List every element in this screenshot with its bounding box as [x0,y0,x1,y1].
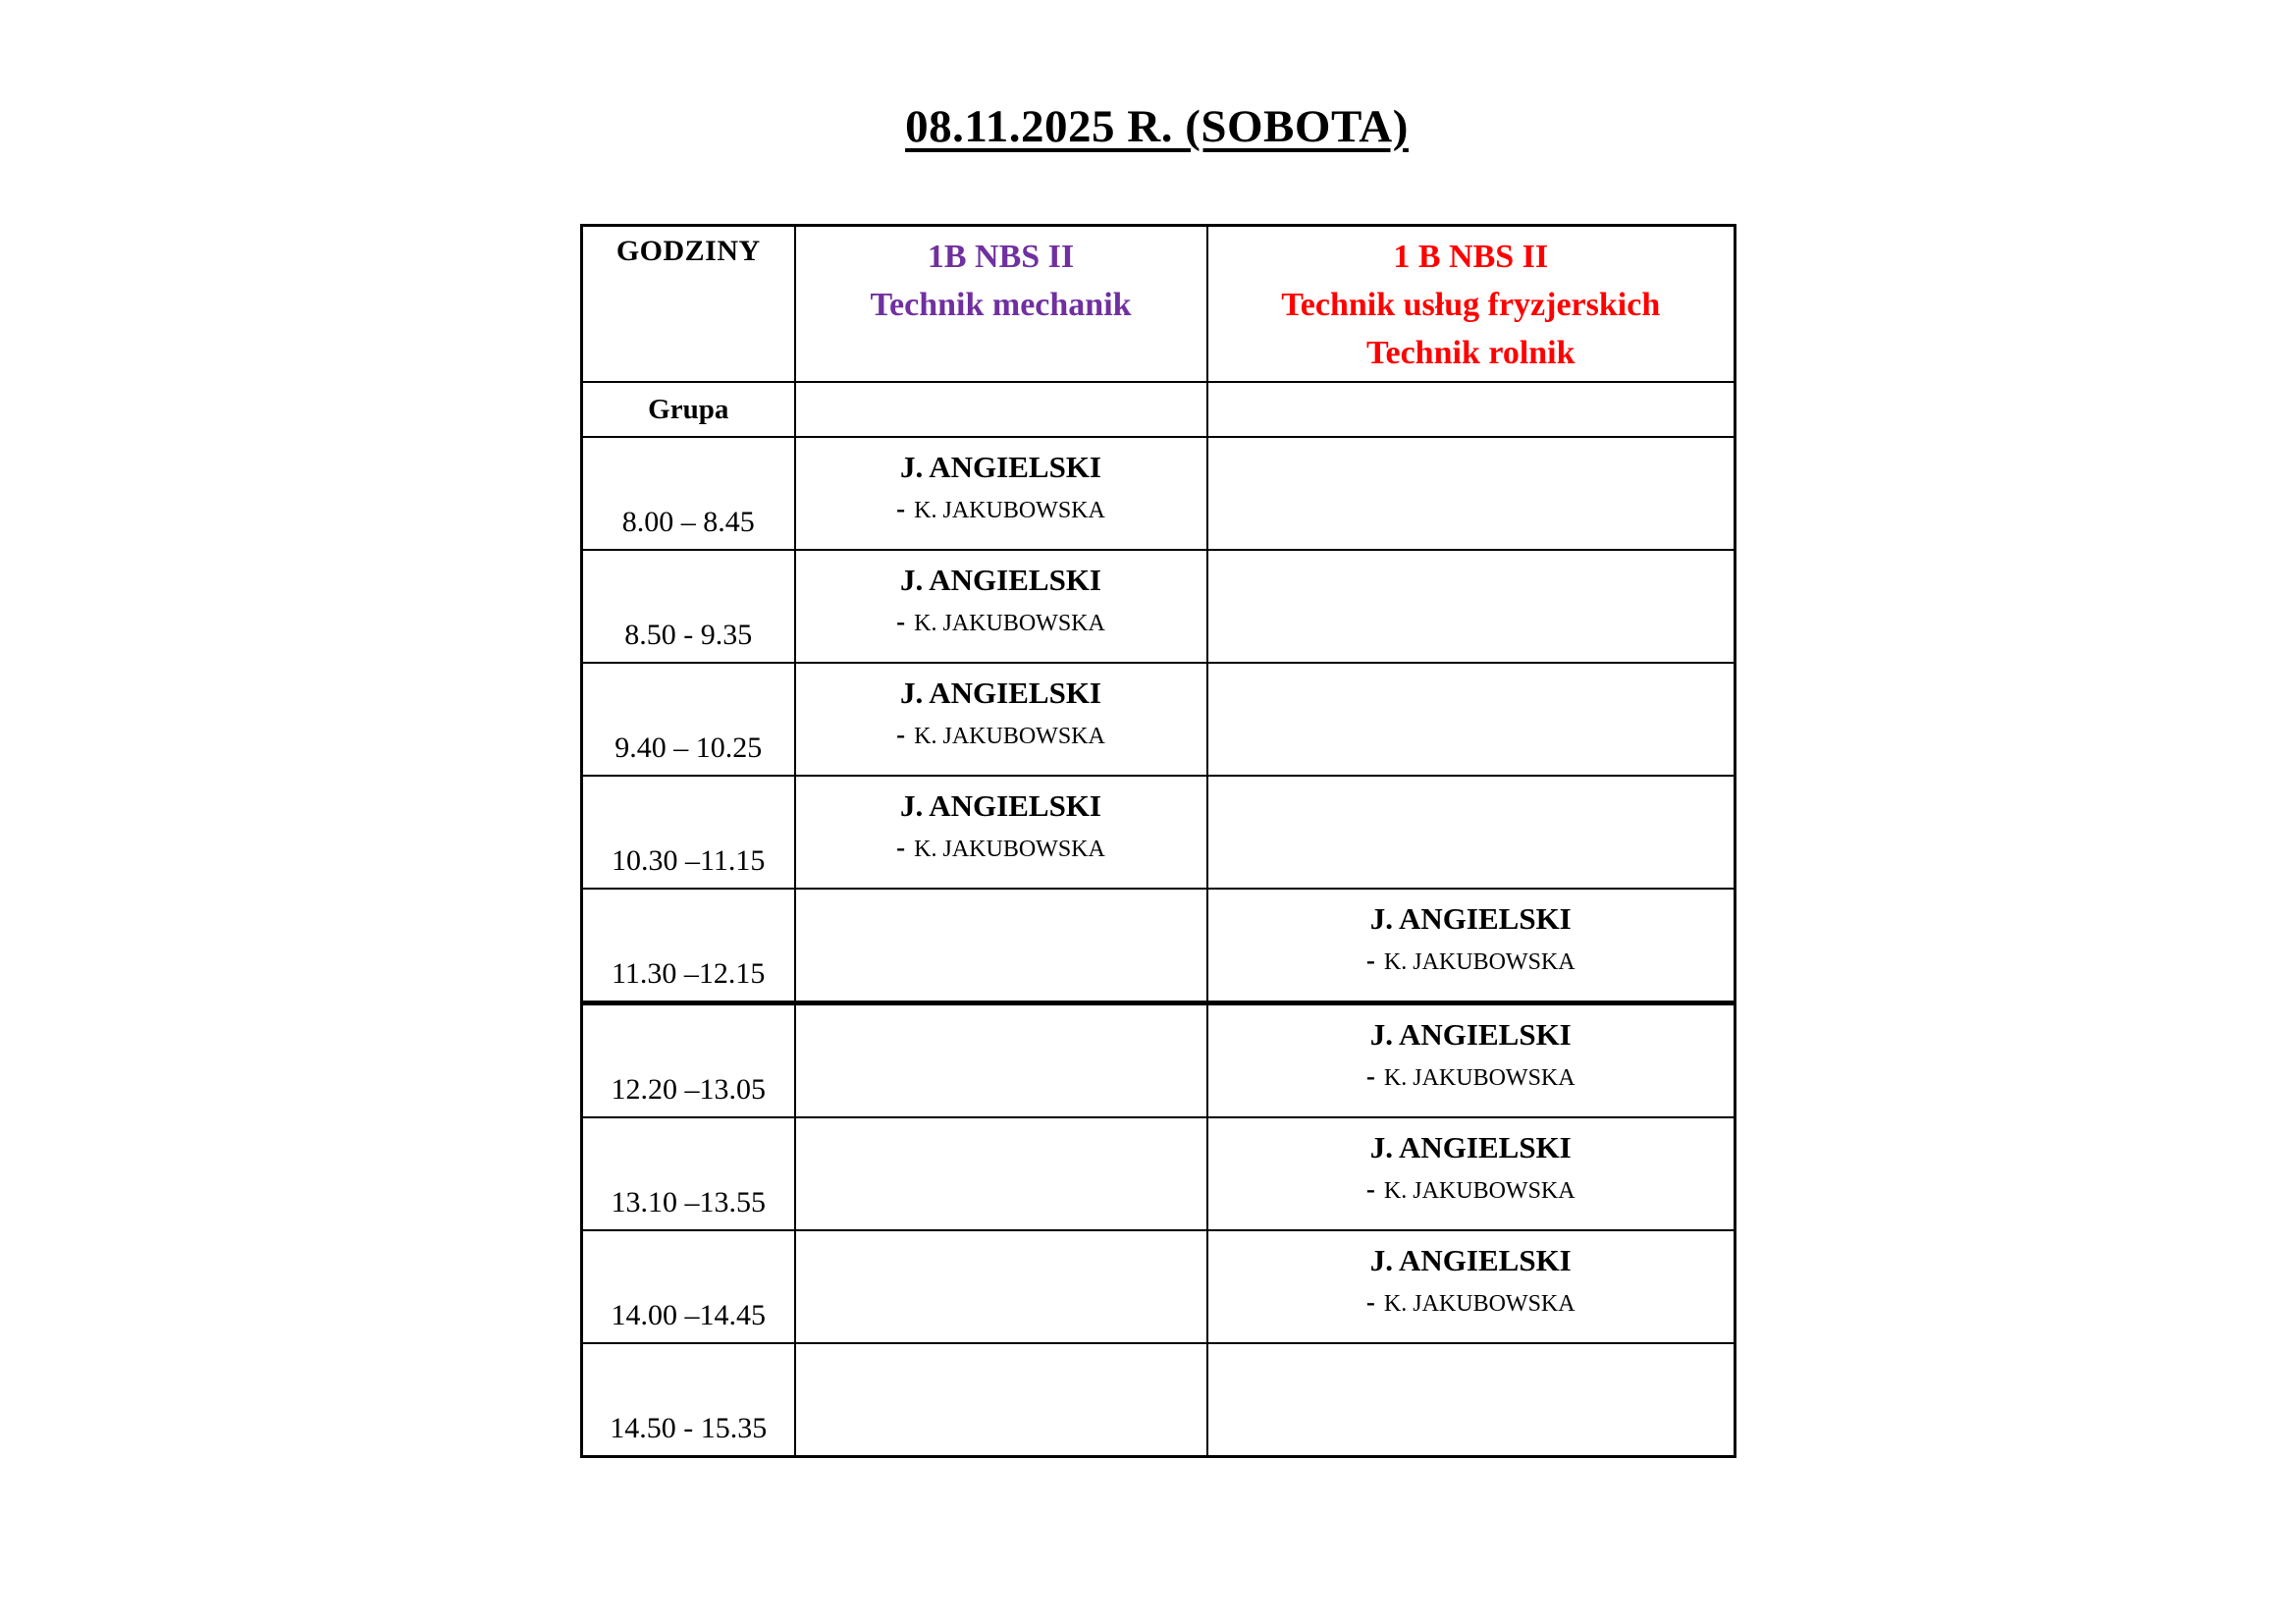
assistant-line [797,608,1205,637]
lesson-cell [1207,1003,1735,1118]
assistant-line [797,1253,1205,1282]
assistant-line [797,911,1205,941]
assistant-line [1209,1366,1734,1395]
assistant-name: K. JAKUBOWSKA [914,837,1105,862]
dash: - [1365,946,1375,975]
table-row [582,1343,1735,1457]
column-header-1b-nbs-ii-fryzjer-rolnik [1207,226,1735,383]
assistant-name: K. JAKUBOWSKA [1383,1291,1575,1317]
column-header-godziny: GODZINY [582,226,795,383]
lesson-cell [795,1343,1207,1457]
lesson-cell [1207,1230,1735,1343]
schedule-table [580,224,1736,1458]
schedule-content [580,98,1734,1458]
assistant-name: K. JAKUBOWSKA [914,611,1105,636]
column-header-1b-nbs-ii-mechanik [795,226,1207,383]
lesson-cell [1207,663,1735,776]
time-slot: 8.50 - 9.35 [582,550,795,663]
class-name-line: Technik rolnik [1365,335,1575,371]
group-row [582,382,1735,437]
table-row [582,1230,1735,1343]
assistant-name: K. JAKUBOWSKA [914,724,1105,749]
table-row [582,550,1735,663]
dash: - [896,833,906,862]
assistant-line [1209,1288,1734,1318]
assistant-line [797,495,1205,524]
time-slot: 13.10 –13.55 [582,1117,795,1230]
assistant-line [1209,460,1734,489]
assistant-line [797,1140,1205,1169]
assistant-name: K. JAKUBOWSKA [1383,1065,1575,1091]
time-slot: 12.20 –13.05 [582,1003,795,1118]
lesson-cell [795,889,1207,1003]
assistant-line [1209,685,1734,715]
time-slot: 8.00 – 8.45 [582,437,795,550]
time-slot: 10.30 –11.15 [582,776,795,889]
dash: - [1365,1287,1375,1317]
assistant-line [797,721,1205,750]
page-title: 08.11.2025 R. (SOBOTA) [905,101,1409,152]
assistant-line [797,834,1205,863]
lesson-cell [795,776,1207,889]
dash: - [896,720,906,749]
time-slot: 14.50 - 15.35 [582,1343,795,1457]
assistant-line [1209,1062,1734,1092]
lesson-cell [795,550,1207,663]
assistant-line [797,1366,1205,1395]
time-slot: 14.00 –14.45 [582,1230,795,1343]
class-name-line: Technik usług fryzjerskich [1281,287,1661,323]
lesson-cell [795,1230,1207,1343]
table-header-row [582,226,1735,383]
teacher-name: J. ANGIELSKI [1369,1017,1572,1052]
group-cell-empty [1207,382,1735,437]
dash: - [896,607,906,636]
lesson-cell [795,1003,1207,1118]
teacher-name: J. ANGIELSKI [899,563,1101,597]
table-row [582,1117,1735,1230]
table-row [582,1003,1735,1118]
lesson-cell [1207,550,1735,663]
table-row [582,437,1735,550]
teacher-name: J. ANGIELSKI [1369,1243,1572,1277]
lesson-cell [1207,437,1735,550]
dash: - [1365,1174,1375,1204]
class-name-line: Technik mechanik [870,287,1132,323]
dash: - [896,494,906,523]
teacher-name: J. ANGIELSKI [899,676,1101,710]
teacher-name: J. ANGIELSKI [1369,1130,1572,1164]
assistant-line [1209,798,1734,828]
lesson-cell [1207,776,1735,889]
lesson-cell [1207,889,1735,1003]
time-slot: 11.30 –12.15 [582,889,795,1003]
lesson-cell [1207,1117,1735,1230]
assistant-line [1209,1175,1734,1205]
table-row [582,663,1735,776]
group-cell-empty [795,382,1207,437]
time-slot: 9.40 – 10.25 [582,663,795,776]
table-row [582,889,1735,1003]
teacher-name: J. ANGIELSKI [1369,901,1572,936]
lesson-cell [795,1117,1207,1230]
lesson-cell [795,437,1207,550]
assistant-line [1209,572,1734,602]
assistant-name: K. JAKUBOWSKA [914,498,1105,523]
assistant-line [797,1027,1205,1056]
group-label: Grupa [582,382,795,437]
teacher-name: J. ANGIELSKI [899,450,1101,484]
class-name-line: 1B NBS II [927,239,1075,275]
assistant-name: K. JAKUBOWSKA [1383,1178,1575,1204]
assistant-name: K. JAKUBOWSKA [1383,949,1575,975]
teacher-name: J. ANGIELSKI [899,788,1101,823]
lesson-cell [795,663,1207,776]
dash: - [1365,1061,1375,1091]
lesson-cell [1207,1343,1735,1457]
class-name-line: 1 B NBS II [1393,239,1549,275]
table-row [582,776,1735,889]
assistant-line [1209,947,1734,976]
